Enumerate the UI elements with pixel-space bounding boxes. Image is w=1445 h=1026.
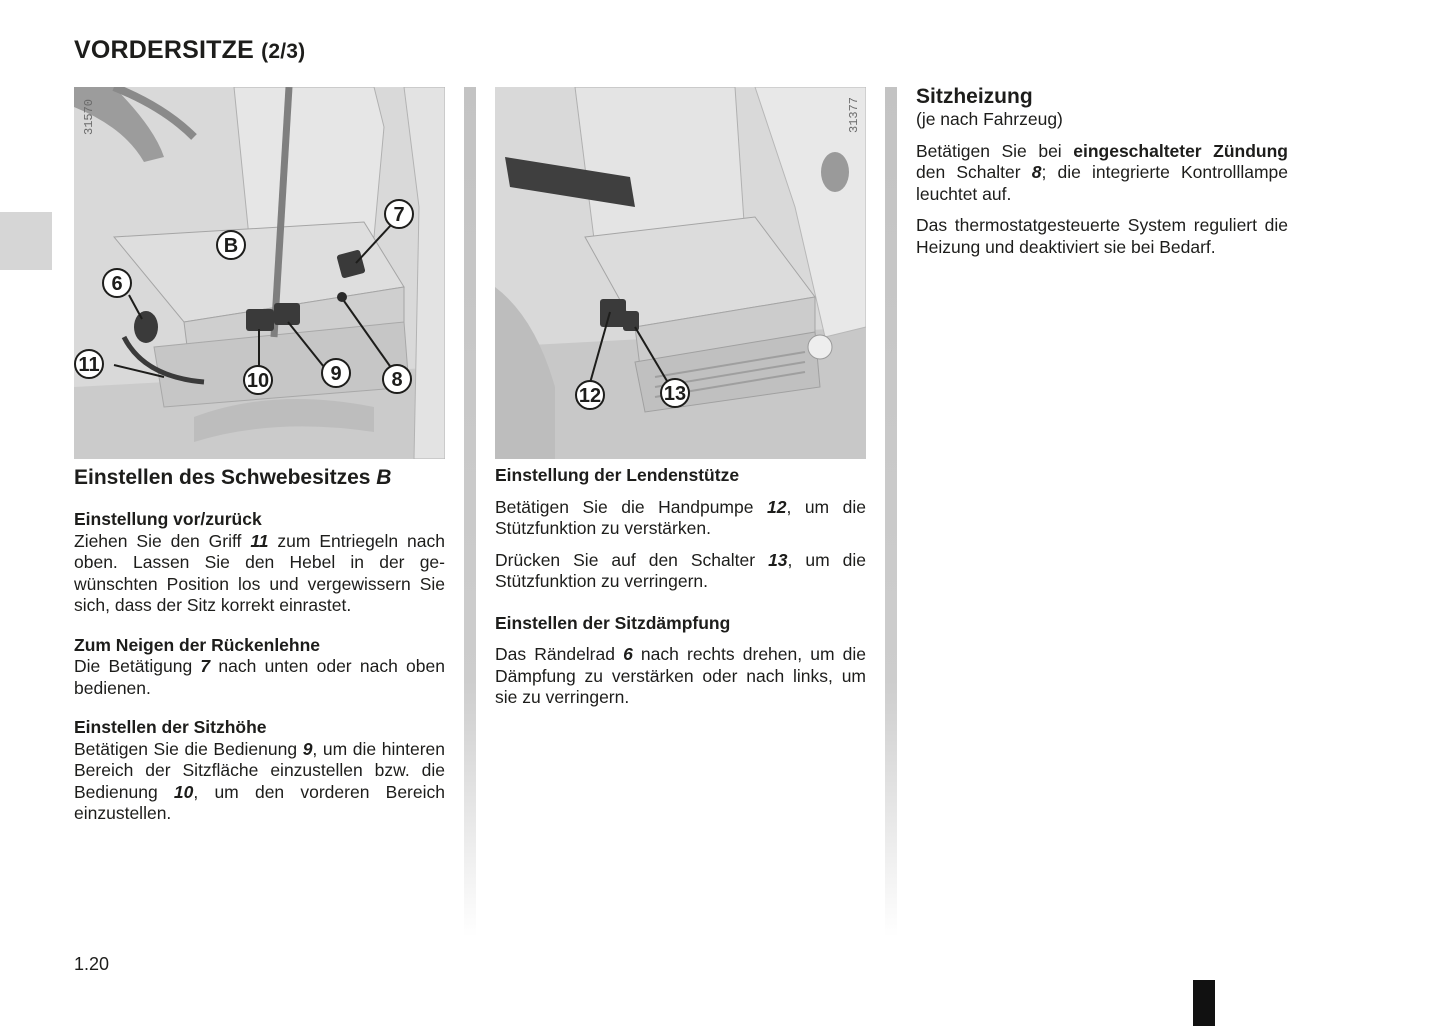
paragraph: Ziehen Sie den Griff 11 zum Entriegeln nach oben. Lassen Sie den Hebel in der gewünschten Position los und vergewissern Sie sich, dass der Sitz korrekt einrastet. (74, 530, 445, 615)
column-divider-left (464, 87, 476, 937)
title-subtitle: (2/3) (261, 40, 306, 63)
page-number: 1.20 (74, 954, 110, 974)
callout-11 (75, 350, 103, 378)
section-tab (0, 212, 52, 270)
svg-text:B: B (223, 235, 239, 257)
svg-text:7: 7 (393, 204, 405, 226)
column-middle (495, 465, 866, 719)
svg-text:12: 12 (578, 385, 602, 407)
paragraph: Die Betätigung 7 nach unten oder nach oben bedienen. (74, 656, 445, 698)
subsection-title: Einstellung vor/zurück (74, 509, 262, 529)
svg-text:8: 8 (391, 369, 403, 391)
subsection-title: Einstellen der Sitzdämpfung (495, 612, 731, 633)
svg-text:10: 10 (246, 370, 270, 392)
callout-6 (103, 269, 131, 297)
paragraph: Betätigen Sie die Handpumpe 12, um die Stützfunktion zu verstärken. (495, 496, 866, 538)
svg-text:9: 9 (330, 363, 342, 385)
subsection-title: Einstellen der Sitzhöhe (74, 717, 267, 737)
section-heading: Einstellen des Schwebesitzes B (74, 466, 392, 489)
svg-text:11: 11 (78, 354, 100, 376)
paragraph: Das thermostatgesteuerte System reguliert die Heizung und deaktiviert sie bei Bedarf. (916, 215, 1288, 257)
callout-10 (244, 366, 272, 394)
page-title (74, 36, 305, 65)
thumb-tab (1193, 980, 1215, 1026)
callout-b (217, 231, 245, 259)
column-divider-right (885, 87, 897, 937)
paragraph: Das Rändelrad 6 nach rechts drehen, um die Dämpfung zu verstärken oder nach links, um sie zu verringern. (495, 644, 866, 707)
column-right (916, 84, 1288, 268)
paragraph: Betätigen Sie die Bedienung 9, um die hinteren Bereich der Sitzfläche einzustellen bzw. die Bedienung 10, um den vorderen Bereich einzustellen. (74, 738, 445, 823)
section-heading: Sitzheizung (916, 85, 1033, 108)
seat-illustration-1 (74, 87, 445, 459)
seat-illustration-2 (495, 87, 866, 459)
paragraph: Betätigen Sie bei eingeschalteter Zündung den Schalter 8; die integrierte Kontrolllampe leuchtet auf. (916, 140, 1288, 204)
svg-text:13: 13 (663, 383, 687, 405)
svg-text:6: 6 (111, 273, 123, 295)
figure-seat-controls (74, 87, 445, 459)
callout-7 (385, 200, 413, 228)
figure-lumbar-controls (495, 87, 866, 459)
callout-8 (383, 365, 411, 393)
title-text: VORDERSITZE (74, 36, 254, 64)
subsection-title: Einstellung der Lendenstütze (495, 465, 740, 485)
paragraph: Drücken Sie auf den Schalter 13, um die Stützfunktion zu verringern. (495, 549, 867, 591)
column-left (74, 465, 445, 835)
figure-ref-code: 31570 (82, 98, 96, 135)
figure-ref-code: 31377 (847, 96, 861, 133)
callout-9 (322, 359, 350, 387)
section-subheading: (je nach Fahrzeug) (916, 109, 1063, 129)
heading-ref: B (376, 466, 392, 489)
callout-13 (661, 379, 689, 407)
callout-12 (576, 381, 604, 409)
subsection-title: Zum Neigen der Rückenlehne (74, 634, 321, 655)
